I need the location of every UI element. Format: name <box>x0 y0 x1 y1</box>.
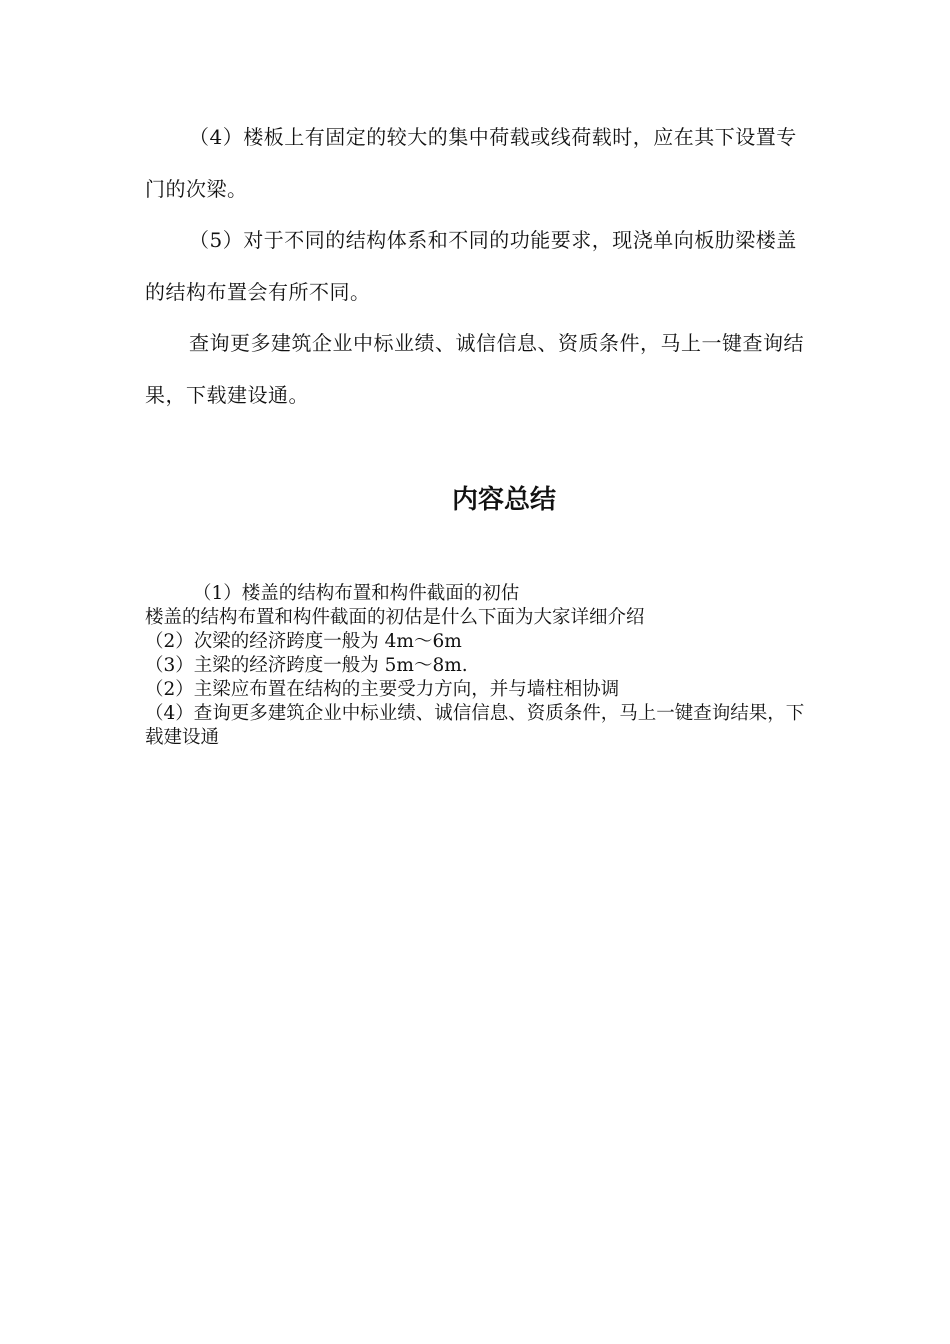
summary-item: （3）主梁的经济跨度一般为 5m～8m. <box>145 655 468 676</box>
paragraph-item-5: （5）对于不同的结构体系和不同的功能要求，现浇单向板肋梁楼盖的结构布置会有所不同。 <box>145 228 797 304</box>
summary-list <box>145 582 810 750</box>
promo-paragraph: 查询更多建筑企业中标业绩、诚信信息、资质条件，马上一键查询结果，下载建设通。 <box>145 331 804 407</box>
summary-title: 内容总结 <box>451 485 556 515</box>
summary-item: 楼盖的结构布置和构件截面的初估是什么下面为大家详细介绍 <box>145 607 645 628</box>
summary-item: （4）查询更多建筑企业中标业绩、诚信信息、资质条件，马上一键查询结果，下载建设通 <box>145 703 805 748</box>
summary-item: （2）主梁应布置在结构的主要受力方向，并与墙柱相协调 <box>145 679 620 700</box>
summary-item: （2）次梁的经济跨度一般为 4m～6m <box>145 631 462 652</box>
paragraph-item-4: （4）楼板上有固定的较大的集中荷载或线荷载时，应在其下设置专门的次梁。 <box>145 125 797 201</box>
summary-item: （1）楼盖的结构布置和构件截面的初估 <box>193 583 520 604</box>
